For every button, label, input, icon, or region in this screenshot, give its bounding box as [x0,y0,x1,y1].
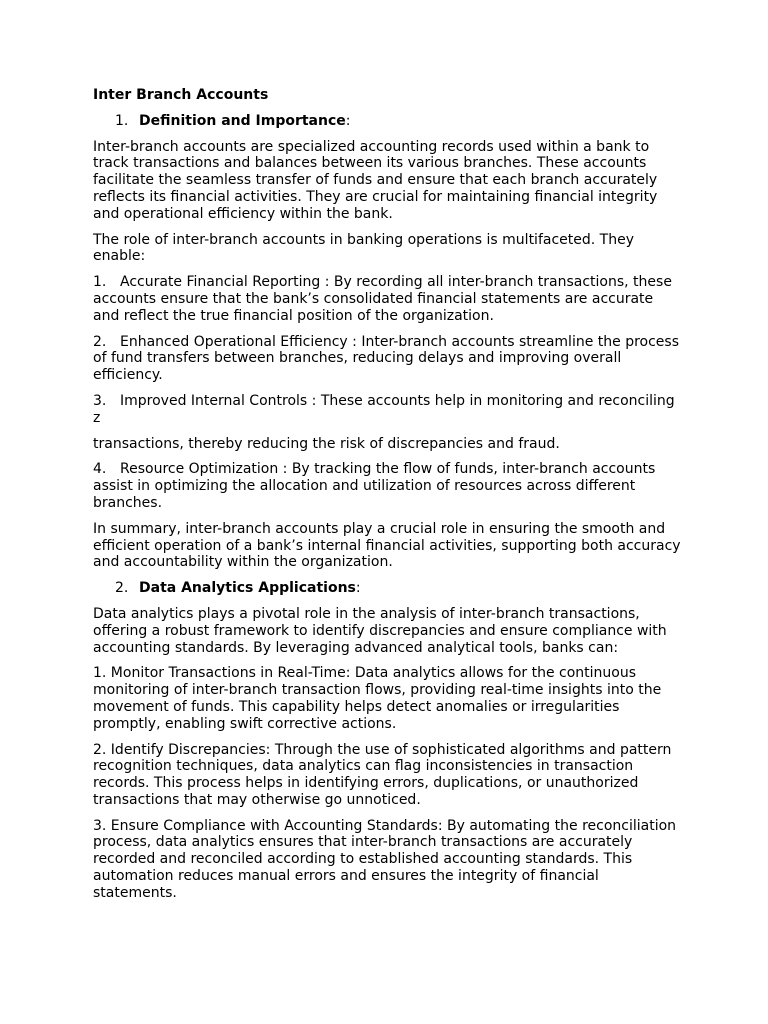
section-heading-data-analytics [115,580,683,597]
section-title: Data Analytics Applications [139,580,356,597]
paragraph-role-intro: The role of inter-branch accounts in banking operations is multifaceted. They enable: [93,231,634,265]
section-number: 2. [115,580,129,597]
list-item-app-3: 3. Ensure Compliance with Accounting Standards: By automating the reconciliation process, data analytics ensures that inter-branch transactions are accurately recorded and reconciled according to established accounting standards. This automation reduces manual errors and ensures the integrity of financial statements. [93,817,677,901]
list-item-role-4 [93,461,683,511]
list-item-text: Improved Internal Controls : These accounts help in monitoring and reconciling z [93,392,675,426]
list-item-text: Enhanced Operational Efficiency : Inter-branch accounts streamline the process of fund transfers between branches, reducing delays and improving overall efficiency. [93,333,679,384]
document-title: Inter Branch Accounts [93,87,269,103]
list-item-app-1: 1. Monitor Transactions in Real-Time: Data analytics allows for the continuous monitoring of inter-branch transaction flows, providing real-time insights into the movement of funds. This capability helps detect anomalies or irregularities promptly, enabling swift corrective actions. [93,665,662,732]
paragraph-role-3-continued: transactions, thereby reducing the risk of discrepancies and fraud. [93,435,560,452]
section-title: Definition and Importance [139,112,346,129]
list-item-number: 4. [93,461,107,478]
list-item-role-1 [93,274,683,324]
section-number: 1. [115,112,129,129]
section-heading-definition [115,113,683,130]
list-item-number: 1. [93,274,107,291]
list-item-text: Accurate Financial Reporting : By recording all inter-branch transactions, these accounts ensure that the bank’s consolidated financial statements are accurate and reflect the true financial position of the organization. [93,274,672,324]
list-item-role-2 [93,334,683,384]
paragraph-data-analytics-intro: Data analytics plays a pivotal role in the analysis of inter-branch transactions, offering a robust framework to identify discrepancies and ensure compliance with accounting standards. By leveraging advanced analytical tools, banks can: [93,605,667,656]
paragraph-definition: Inter-branch accounts are specialized accounting records used within a bank to track transactions and balances between its various branches. These accounts facilitate the seamless transfer of funds and ensure that each branch accurately reflects its financial activities. They are crucial for maintaining financial integrity and operational efficiency within the bank. [93,138,658,222]
document-body [93,87,683,911]
paragraph-summary: In summary, inter-branch accounts play a crucial role in ensuring the smooth and efficient operation of a bank’s internal financial activities, supporting both accuracy and accountability within the organization. [93,520,681,571]
list-item-app-2: 2. Identify Discrepancies: Through the use of sophisticated algorithms and pattern recognition techniques, data analytics can flag inconsistencies in transaction records. This process helps in identifying errors, duplications, or unauthorized transactions that may otherwise go unnoticed. [93,741,672,808]
list-item-role-3 [93,393,683,427]
list-item-number: 3. [93,392,107,409]
section-colon: : [355,580,361,597]
list-item-text: Resource Optimization : By tracking the flow of funds, inter-branch accounts assist in optimizing the allocation and utilization of resources across different branches. [93,461,656,511]
list-item-number: 2. [93,333,107,350]
section-colon: : [345,112,351,129]
